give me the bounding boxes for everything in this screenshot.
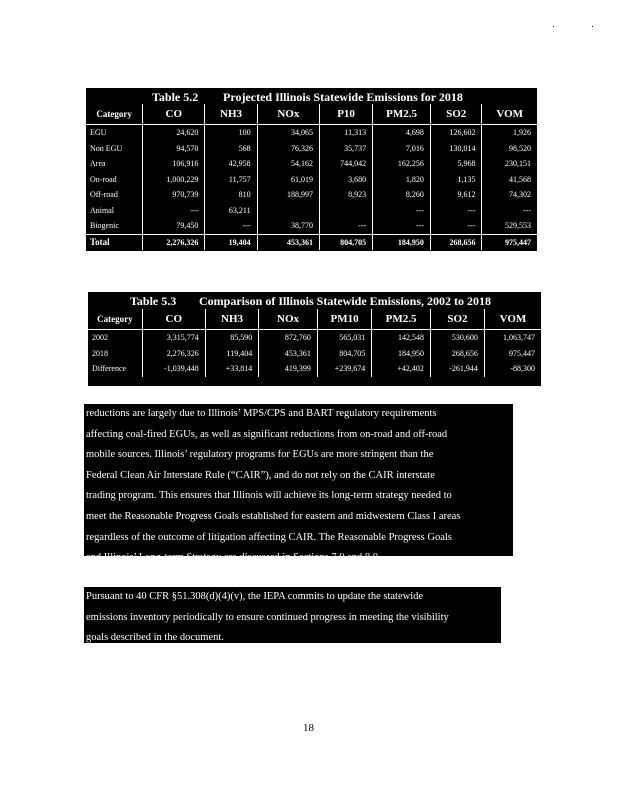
table-header-row-cell: CO (143, 104, 205, 125)
table-row-cell: 530,600 (430, 330, 484, 346)
table-5-3-caption: Comparison of Illinois Statewide Emissions, 2002 to 2018 (199, 294, 492, 308)
table-row-cell: --- (430, 218, 482, 234)
table-row-cell: 419,399 (259, 361, 318, 377)
table-row-cell: Difference (92, 364, 127, 374)
table-row-cell: 74,302 (482, 187, 537, 203)
table-total-row-cell: 975,447 (482, 234, 537, 250)
text-line: reductions are largely due to Illinois’ MPS/CPS and BART regulatory requirements (86, 408, 437, 419)
table-row-cell: 11,757 (205, 172, 257, 188)
table-row-cell: 38,770 (257, 218, 319, 234)
paragraph-1-block (84, 404, 513, 564)
table-5-2-caption: Projected Illinois Statewide Emissions for 2018 (223, 90, 463, 104)
table-header-row-cell: NH3 (205, 309, 258, 330)
table-row-cell: 79,450 (143, 218, 205, 234)
table-row-cell: 810 (205, 187, 257, 203)
table-total-row-cell: 19,404 (205, 234, 257, 250)
table-row-cell: 63,211 (205, 203, 257, 219)
table-row-cell: 119,404 (205, 346, 258, 362)
text-line: trading program. This ensures that Illinois will achieve its long-term strategy needed to (86, 490, 452, 502)
paragraph-2-block (84, 587, 501, 643)
text-line: meet the Reasonable Progress Goals established for eastern and midwestern Class I areas (86, 511, 461, 522)
table-row-cell: 126,602 (430, 125, 482, 141)
table-row (88, 346, 541, 362)
table-row (86, 156, 537, 172)
table-row-cell: 3,680 (320, 172, 373, 188)
table-row-cell: --- (482, 203, 537, 219)
text-line: emissions inventory periodically to ensure continued progress in meeting the visibility (86, 611, 449, 623)
table-row (86, 203, 537, 219)
table-row-cell: --- (205, 218, 257, 234)
table-row-cell: Animal (90, 205, 114, 215)
table-row-cell: 2002 (92, 333, 108, 343)
table-row (86, 187, 537, 203)
table-row (86, 141, 537, 157)
table-row-cell: 268,656 (430, 346, 484, 362)
text-line: affecting coal-fired EGUs, as well as significant reductions from on-road and off-road (86, 428, 448, 440)
table-row-cell: 8,923 (320, 187, 373, 203)
table-row-cell: Area (90, 159, 106, 169)
text-line: Pursuant to 40 CFR §51.308(d)(4)(v), the IEPA commits to update the statewide (86, 591, 424, 602)
table-header-row-cell: NOx (257, 104, 319, 125)
table-row-cell (257, 203, 319, 219)
paragraph-1 (84, 404, 513, 564)
table-row (86, 218, 537, 234)
paragraph-2 (84, 587, 501, 643)
table-row (86, 172, 537, 188)
table-header-row-cell: Category (86, 104, 143, 125)
table-row-cell: -261,944 (430, 361, 484, 377)
table-header-row-cell: NOx (259, 309, 318, 330)
table-row-cell: -1,039,448 (142, 361, 205, 377)
table-row-cell: 7,016 (373, 141, 431, 157)
text-line: regardless of the outcome of litigation affecting CAIR. The Reasonable Progress Goals (86, 531, 452, 543)
table-row-cell: 1,820 (373, 172, 431, 188)
table-row (88, 330, 541, 346)
scan-speck (553, 26, 554, 27)
table-header-row-cell: NH3 (205, 104, 257, 125)
table-row-cell: 4,698 (373, 125, 431, 141)
table-header-row-cell: Category (88, 309, 142, 330)
table-row-cell: 2,276,326 (142, 346, 205, 362)
table-5-2 (86, 104, 537, 250)
table-row-cell: 130,014 (430, 141, 482, 157)
table-row-cell: 54,162 (257, 156, 319, 172)
table-row-cell: On-road (90, 174, 117, 184)
table-row-cell: 568 (205, 141, 257, 157)
table-row-cell: 529,553 (482, 218, 537, 234)
table-row (86, 125, 537, 141)
table-row-cell: 970,739 (143, 187, 205, 203)
table-row-cell: --- (430, 203, 482, 219)
table-row-cell: 230,151 (482, 156, 537, 172)
table-header-row-cell: PM10 (317, 309, 371, 330)
table-row (88, 361, 541, 377)
table-total-row-cell: Total (86, 234, 143, 250)
table-row-cell: 98,520 (482, 141, 537, 157)
table-row-cell: 142,548 (372, 330, 431, 346)
table-row-cell: Biogenic (90, 221, 119, 231)
table-row-cell: Non EGU (90, 143, 123, 153)
table-row-cell: 100 (205, 125, 257, 141)
table-row-cell: 24,620 (143, 125, 205, 141)
scan-speck (592, 26, 593, 27)
table-total-row (86, 234, 537, 250)
table-row-cell: 34,065 (257, 125, 319, 141)
table-5-3-block (88, 292, 541, 386)
table-header-row-cell: PM2.5 (373, 104, 431, 125)
table-row-cell: 744,042 (320, 156, 373, 172)
table-row-cell: +33,814 (205, 361, 258, 377)
table-5-2-block (86, 88, 537, 251)
table-row-cell: EGU (90, 128, 107, 138)
table-header-row (88, 309, 541, 330)
table-row-cell: 35,737 (320, 141, 373, 157)
table-row-cell: 5,968 (430, 156, 482, 172)
page-number: 18 (303, 722, 314, 734)
table-header-row-cell: VOM (484, 309, 541, 330)
table-row-cell: --- (373, 218, 431, 234)
table-row-cell: 1,926 (482, 125, 537, 141)
table-5-3 (88, 309, 541, 377)
table-row-cell: 453,361 (259, 346, 318, 362)
table-row-cell: 41,568 (482, 172, 537, 188)
table-row-cell: -88,300 (484, 361, 541, 377)
text-line: and Illinois’ Long-term Strategy are discussed in Sections 7.0 and 8.0. (86, 552, 381, 564)
table-row-cell: 85,590 (205, 330, 258, 346)
table-header-row-cell: SO2 (430, 309, 484, 330)
table-header-row-cell: PM2.5 (372, 309, 431, 330)
table-total-row-cell: 804,705 (320, 234, 373, 250)
table-row-cell: 61,019 (257, 172, 319, 188)
table-row-cell: 188,997 (257, 187, 319, 203)
text-line: goals described in the document. (86, 632, 224, 644)
table-row-cell: 1,135 (430, 172, 482, 188)
text-line: Federal Clean Air Interstate Rule (“CAIR”), and do not rely on the CAIR interstate (86, 469, 435, 481)
table-header-row-cell: VOM (482, 104, 537, 125)
table-header-row-cell: SO2 (430, 104, 482, 125)
text-line: mobile sources. Illinois’ regulatory programs for EGUs are more stringent than the (86, 449, 434, 461)
table-row-cell: 184,950 (372, 346, 431, 362)
table-row-cell: 94,570 (143, 141, 205, 157)
table-row-cell: 106,916 (143, 156, 205, 172)
table-row-cell: --- (320, 218, 373, 234)
table-row-cell: Off-road (90, 190, 118, 200)
table-total-row-cell: 453,361 (257, 234, 319, 250)
table-row-cell: 975,447 (484, 346, 541, 362)
table-row-cell (320, 203, 373, 219)
table-row-cell: 1,063,747 (484, 330, 541, 346)
table-5-2-number: Table 5.2 (152, 90, 199, 104)
table-row-cell: --- (143, 203, 205, 219)
table-row-cell: 162,256 (373, 156, 431, 172)
table-row-cell: 872,760 (259, 330, 318, 346)
table-header-row-cell: CO (142, 309, 205, 330)
table-row-cell: 804,705 (317, 346, 371, 362)
table-row-cell: 3,315,774 (142, 330, 205, 346)
table-row-cell: --- (373, 203, 431, 219)
table-row-cell: 1,000,229 (143, 172, 205, 188)
table-total-row-cell: 184,950 (373, 234, 431, 250)
table-row-cell: 8,260 (373, 187, 431, 203)
table-row-cell: +42,402 (372, 361, 431, 377)
table-row-cell: 76,326 (257, 141, 319, 157)
table-header-row (86, 104, 537, 125)
table-row-cell: 9,612 (430, 187, 482, 203)
table-row-cell: +239,674 (317, 361, 371, 377)
table-row-cell: 2018 (92, 348, 108, 358)
table-total-row-cell: 2,276,326 (143, 234, 205, 250)
table-row-cell: 42,958 (205, 156, 257, 172)
table-5-3-number: Table 5.3 (130, 294, 177, 308)
table-header-row-cell: P10 (320, 104, 373, 125)
table-total-row-cell: 268,656 (430, 234, 482, 250)
table-row-cell: 11,313 (320, 125, 373, 141)
table-row-cell: 565,031 (317, 330, 371, 346)
